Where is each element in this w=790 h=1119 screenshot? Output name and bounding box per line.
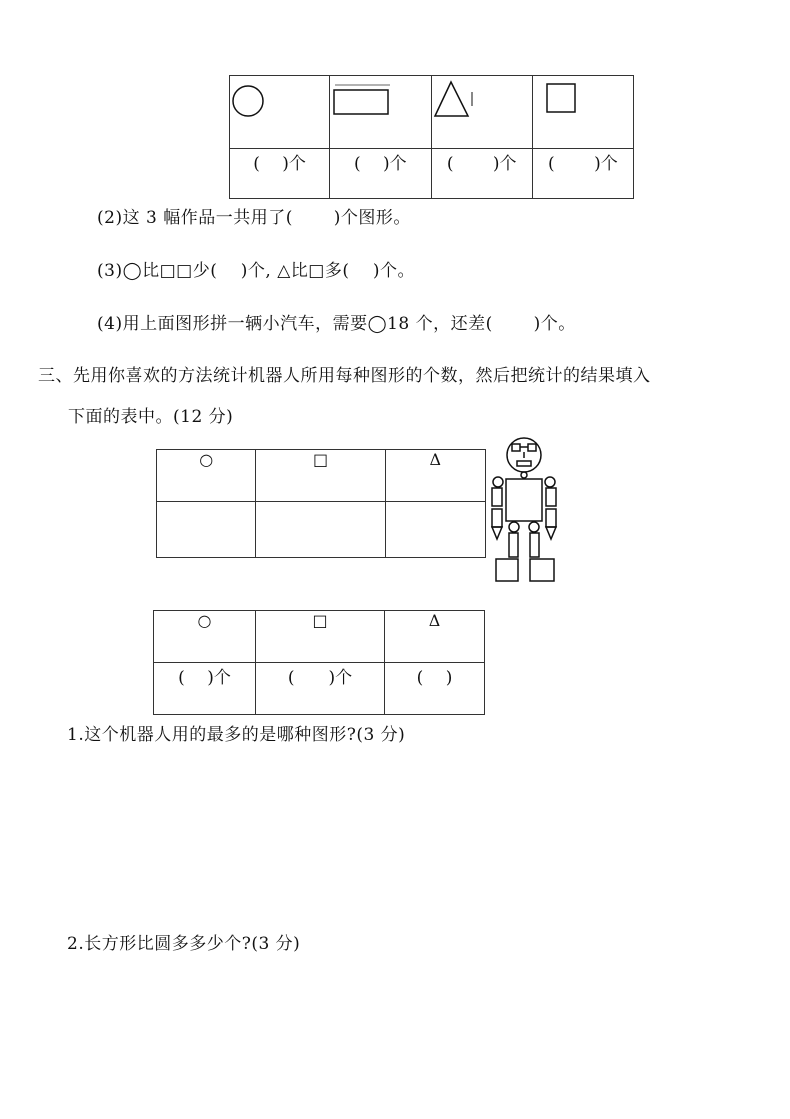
circle-header: ○ xyxy=(157,450,256,502)
tally-cell[interactable] xyxy=(385,502,485,558)
circle-header: ○ xyxy=(154,611,256,663)
question-2: (2)这 3 幅作品一共用了( )个图形。 xyxy=(97,208,411,228)
question-4: (4)用上面图形拼一辆小汽车，需要◯18 个，还差( )个。 xyxy=(97,314,576,334)
table1-shape-cell xyxy=(431,76,532,149)
question-3: (3)◯比□□少( )个, △比□多( )个。 xyxy=(97,261,416,281)
square-header: □ xyxy=(256,450,385,502)
triangle-header: Δ xyxy=(385,611,485,663)
square-icon xyxy=(545,82,585,122)
table3-count-cell[interactable]: ( )个 xyxy=(256,663,385,715)
circle-icon xyxy=(231,80,271,120)
robot-figure xyxy=(486,435,564,585)
robot-body-rect xyxy=(506,479,542,521)
section-3-heading-cont: 下面的表中。(12 分) xyxy=(68,407,234,427)
rectangle-icon xyxy=(332,82,402,122)
triangle-header: Δ xyxy=(385,450,485,502)
question-1: 1.这个机器人用的最多的是哪种图形?(3 分) xyxy=(67,725,406,745)
question-2-rect-vs-circle: 2.长方形比圆多多少个?(3 分) xyxy=(67,934,301,954)
tally-table xyxy=(156,449,486,558)
section-3-heading: 三、先用你喜欢的方法统计机器人所用每种图形的个数，然后把统计的结果填入 xyxy=(38,366,651,386)
shape-count-table-1 xyxy=(229,75,634,199)
table1-count-cell[interactable]: ( )个 xyxy=(532,149,633,199)
table1-count-cell[interactable]: ( )个 xyxy=(330,149,432,199)
triangle-icon xyxy=(433,78,483,122)
table1-count-cell[interactable]: ( )个 xyxy=(431,149,532,199)
shape-count-table-3 xyxy=(153,610,485,715)
table1-shape-cell xyxy=(532,76,633,149)
table1-shape-cell xyxy=(330,76,432,149)
table3-count-cell[interactable]: ( )个 xyxy=(154,663,256,715)
table1-count-cell[interactable]: ( )个 xyxy=(230,149,330,199)
tally-cell[interactable] xyxy=(157,502,256,558)
square-header: □ xyxy=(256,611,385,663)
table3-count-cell[interactable]: ( ) xyxy=(385,663,485,715)
table1-shape-cell xyxy=(230,76,330,149)
tally-cell[interactable] xyxy=(256,502,385,558)
